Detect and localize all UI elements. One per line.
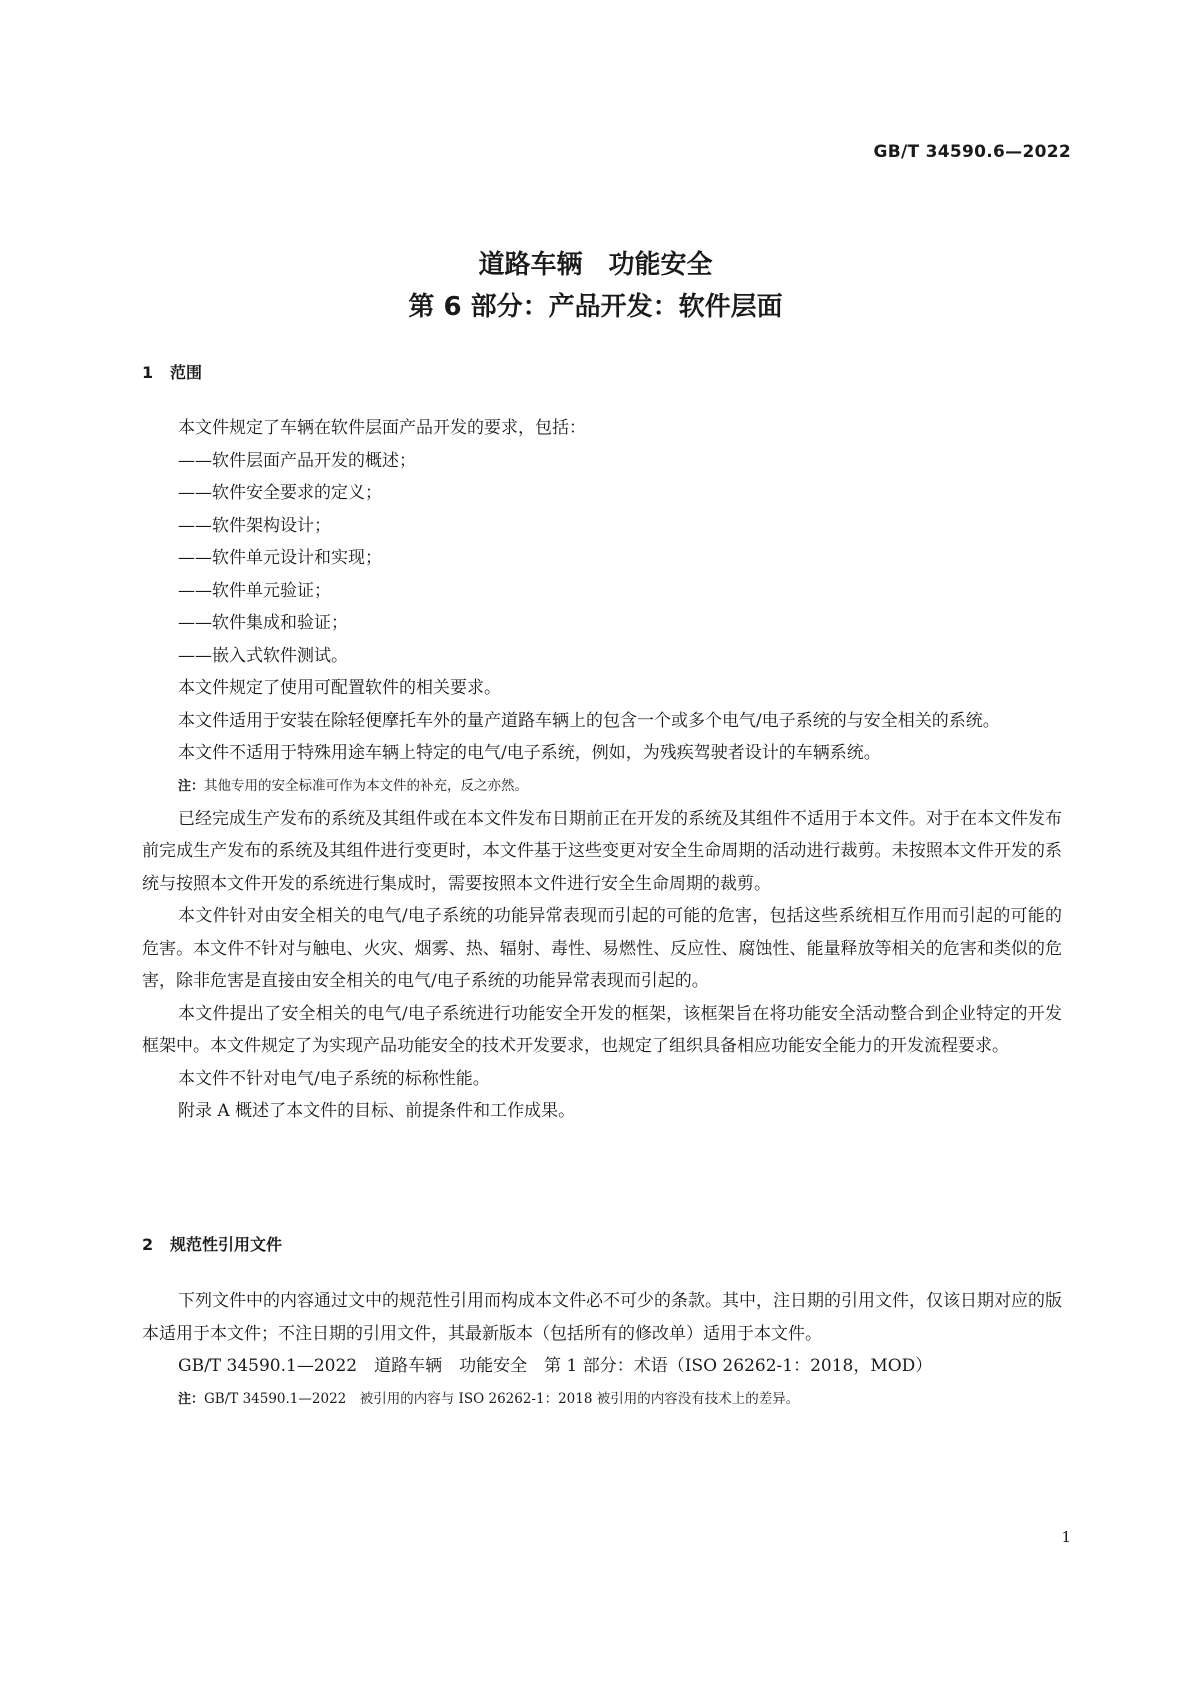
document-title-line1: 道路车辆 功能安全 bbox=[478, 250, 713, 280]
list-item: ——软件单元设计和实现； bbox=[178, 548, 382, 568]
note bbox=[142, 1383, 1062, 1416]
paragraph-configurable: 本文件规定了使用可配置软件的相关要求。 bbox=[178, 678, 501, 698]
note bbox=[142, 770, 1062, 803]
section-1-number: 1 bbox=[142, 363, 154, 382]
section-2-title: 规范性引用文件 bbox=[170, 1235, 283, 1254]
document-title-line2: 第 6 部分：产品开发：软件层面 bbox=[408, 292, 783, 322]
paragraph-not-applies: 本文件不适用于特殊用途车辆上特定的电气/电子系统，例如，为残疾驾驶者设计的车辆系统。 bbox=[178, 743, 881, 763]
standard-number: GB/T 34590.6—2022 bbox=[873, 142, 1071, 162]
note-text: GB/T 34590.1—2022 被引用的内容与 ISO 26262-1：2018 被引用的内容没有技术上的差异。 bbox=[204, 1390, 800, 1407]
page-number: 1 bbox=[1061, 1528, 1071, 1546]
list-item: ——软件集成和验证； bbox=[178, 613, 348, 633]
normative-intro: 下列文件中的内容通过文中的规范性引用而构成本文件必不可少的条款。其中，注日期的引用文件，仅该日期对应的版本适用于本文件；不注日期的引用文件，其最新版本（包括所有的修改单）适用于本文件。 bbox=[142, 1291, 1062, 1344]
paragraph-framework: 本文件提出了安全相关的电气/电子系统进行功能安全开发的框架，该框架旨在将功能安全活动整合到企业特定的开发框架中。本文件规定了为实现产品功能安全的技术开发要求，也规定了组织具备相应功能安全能力的开发流程要求。 bbox=[142, 1003, 1062, 1056]
section-2-heading bbox=[142, 1232, 282, 1255]
section-1-title: 范围 bbox=[170, 363, 203, 382]
paragraph-nominal: 本文件不针对电气/电子系统的标称性能。 bbox=[178, 1068, 490, 1089]
section-2-body bbox=[142, 1285, 1062, 1416]
note-label: 注： bbox=[178, 1391, 205, 1407]
section-1-body bbox=[142, 412, 1062, 1128]
paragraph-released: 已经完成生产发布的系统及其组件或在本文件发布日期前正在开发的系统及其组件不适用于本文件。对于在本文件发布前完成生产发布的系统及其组件进行变更时，本文件基于这些变更对安全生命周期的活动进行裁剪。未按照本文件开发的系统与按照本文件开发的系统进行集成时，需要按照本文件进行安全生命周期的裁剪。 bbox=[142, 808, 1062, 894]
list-item: ——软件架构设计； bbox=[178, 515, 331, 536]
paragraph-hazards: 本文件针对由安全相关的电气/电子系统的功能异常表现而引起的可能的危害，包括这些系统相互作用而引起的可能的危害。本文件不针对与触电、火灾、烟雾、热、辐射、毒性、易燃性、反应性、腐蚀性、能量释放等相关的危害和类似的危害，除非危害是直接由安全相关的电气/电子系统的功能异常表现而引起的。 bbox=[142, 906, 1062, 991]
note-label: 注： bbox=[178, 778, 205, 794]
section-2-number: 2 bbox=[142, 1235, 154, 1254]
paragraph-applies: 本文件适用于安装在除轻便摩托车外的量产道路车辆上的包含一个或多个电气/电子系统的与安全相关的系统。 bbox=[178, 710, 1000, 731]
section-1-heading bbox=[142, 360, 202, 383]
note-text: 其他专用的安全标准可作为本文件的补充，反之亦然。 bbox=[204, 777, 529, 794]
list-item: ——嵌入式软件测试。 bbox=[178, 645, 348, 666]
list-item: ——软件层面产品开发的概述； bbox=[178, 450, 416, 471]
paragraph-annex: 附录 A 概述了本文件的目标、前提条件和工作成果。 bbox=[178, 1101, 576, 1121]
list-item: ——软件单元验证； bbox=[178, 580, 331, 601]
scope-intro: 本文件规定了车辆在软件层面产品开发的要求，包括： bbox=[178, 418, 586, 438]
normative-reference: GB/T 34590.1—2022 道路车辆 功能安全 第 1 部分：术语（ISO 26262-1：2018，MOD） bbox=[178, 1356, 933, 1376]
list-item: ——软件安全要求的定义； bbox=[178, 483, 382, 503]
